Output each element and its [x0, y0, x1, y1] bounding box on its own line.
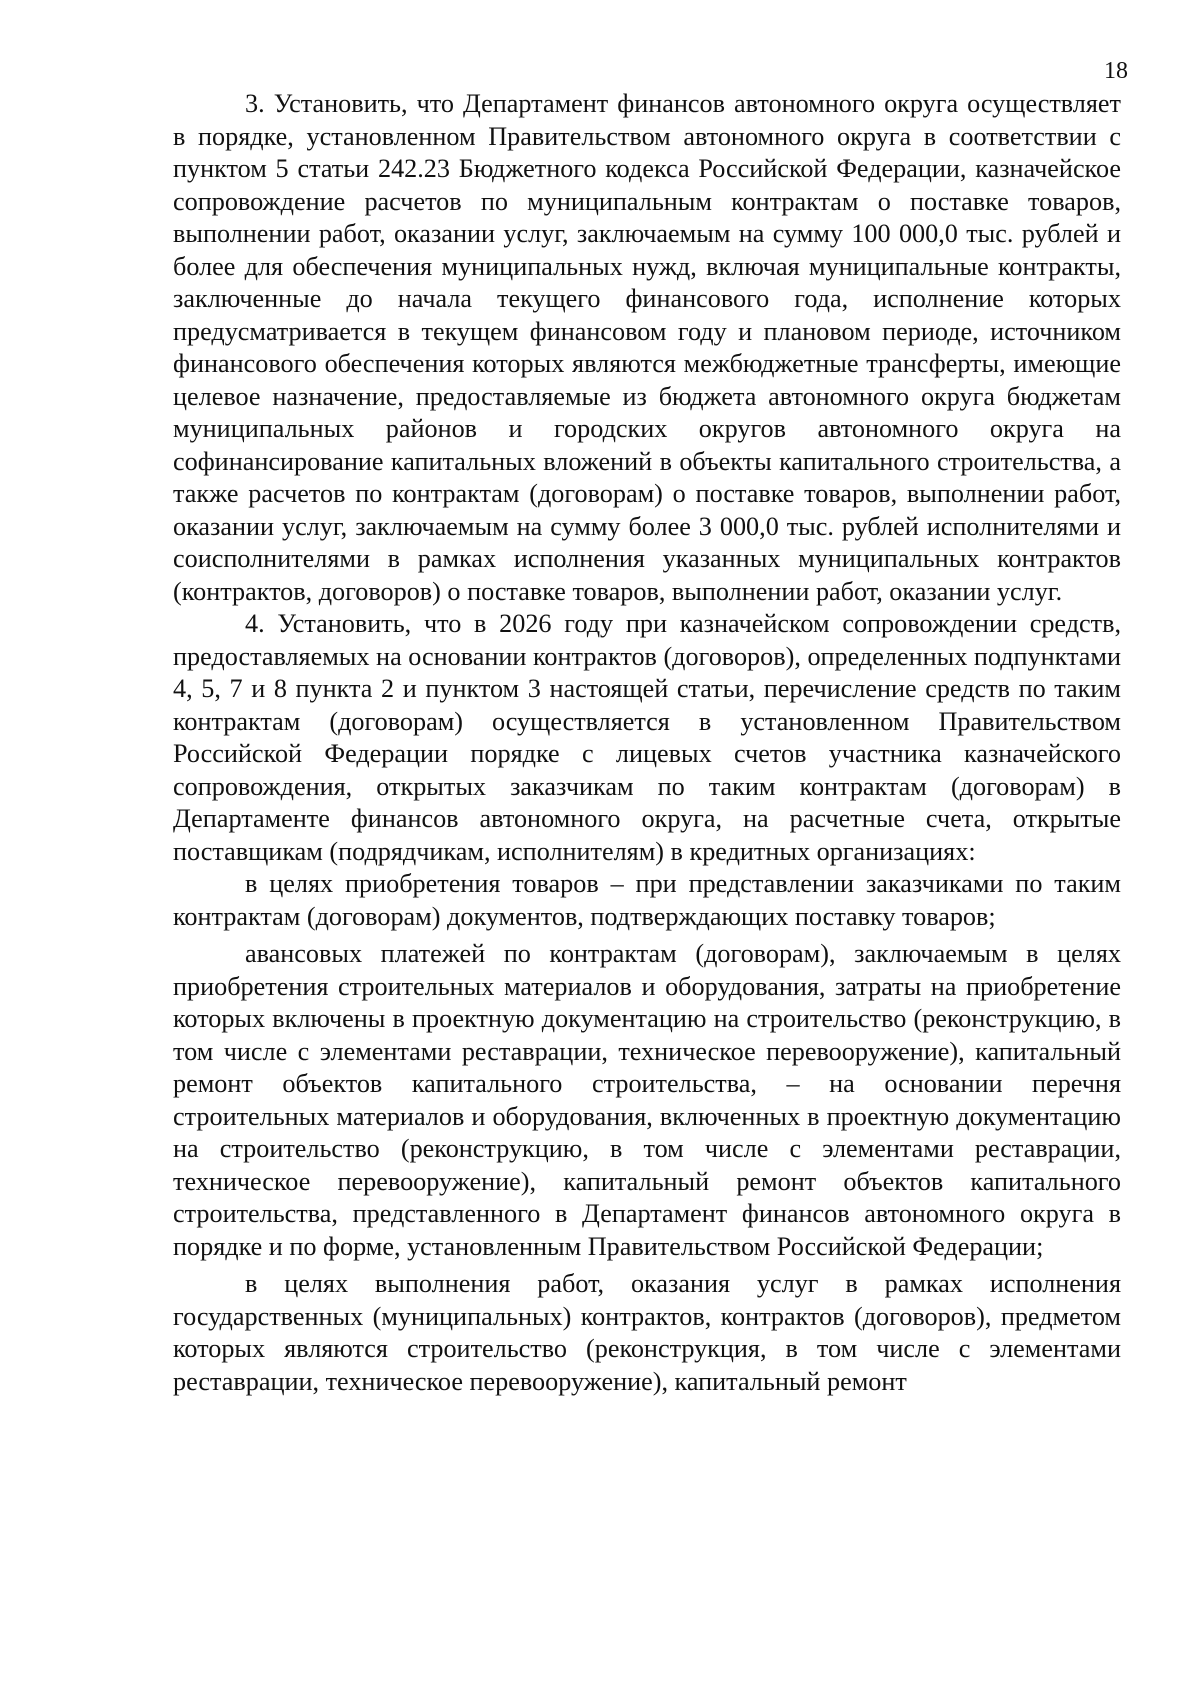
paragraph-advance-payments: авансовых платежей по контрактам (договорам), заключаемым в целях приобретения строительных материалов и оборудования, затраты на приобретение которых включены в проектную документацию на строительство (реконструкцию, в том числе с элементами реставрации, техническое перевооружение), капитальный ремонт объектов капитального строительства, – на основании перечня строительных материалов и оборудования, включенных в проектную документацию на строительство (реконструкцию, в том числе с элементами реставрации, техническое перевооружение), капитальный ремонт объектов капитального строительства, представленного в Департамент финансов автономного округа в порядке и по форме, установленным Правительством Российской Федерации; — [173, 939, 1121, 1261]
paragraph-goods-purchase: в целях приобретения товаров – при представлении заказчиками по таким контрактам (договорам) документов, подтверждающих поставку товаров; — [173, 869, 1121, 931]
paragraph-clause-4: 4. Установить, что в 2026 году при казначейском сопровождении средств, предоставляемых на основании контрактов (договоров), определенных подпунктами 4, 5, 7 и 8 пункта 2 и пунктом 3 настоящей статьи, перечисление средств по таким контрактам (договорам) осуществляется в установленном Правительством Российской Федерации порядке с лицевых счетов участника казначейского сопровождения, открытых заказчикам по таким контрактам (договорам) в Департаменте финансов автономного округа, на расчетные счета, открытые поставщикам (подрядчикам, исполнителям) в кредитных организациях: — [173, 609, 1121, 866]
page-number: 18 — [1104, 58, 1128, 84]
document-body — [173, 88, 1121, 1398]
paragraph-clause-3: 3. Установить, что Департамент финансов автономного округа осуществляет в порядке, установленном Правительством автономного округа в соответствии с пунктом 5 статьи 242.23 Бюджетного кодекса Российской Федерации, казначейское сопровождение расчетов по муниципальным контрактам о поставке товаров, выполнении работ, оказании услуг, заключаемым на сумму 100 000,0 тыс. рублей и более для обеспечения муниципальных нужд, включая муниципальные контракты, заключенные до начала текущего финансового года, исполнение которых предусматривается в текущем финансовом году и плановом периоде, источником финансового обеспечения которых являются межбюджетные трансферты, имеющие целевое назначение, предоставляемые из бюджета автономного округа бюджетам муниципальных районов и городских округов автономного округа на софинансирование капитальных вложений в объекты капитального строительства, а также расчетов по контрактам (договорам) о поставке товаров, выполнении работ, оказании услуг, заключаемым на сумму более 3 000,0 тыс. рублей исполнителями и соисполнителями в рамках исполнения указанных муниципальных контрактов (контрактов, договоров) о поставке товаров, выполнении работ, оказании услуг. — [173, 89, 1121, 606]
paragraph-works-services: в целях выполнения работ, оказания услуг в рамках исполнения государственных (муниципальных) контрактов, контрактов (договоров), предметом которых являются строительство (реконструкция, в том числе с элементами реставрации, техническое перевооружение), капитальный ремонт — [173, 1269, 1121, 1396]
